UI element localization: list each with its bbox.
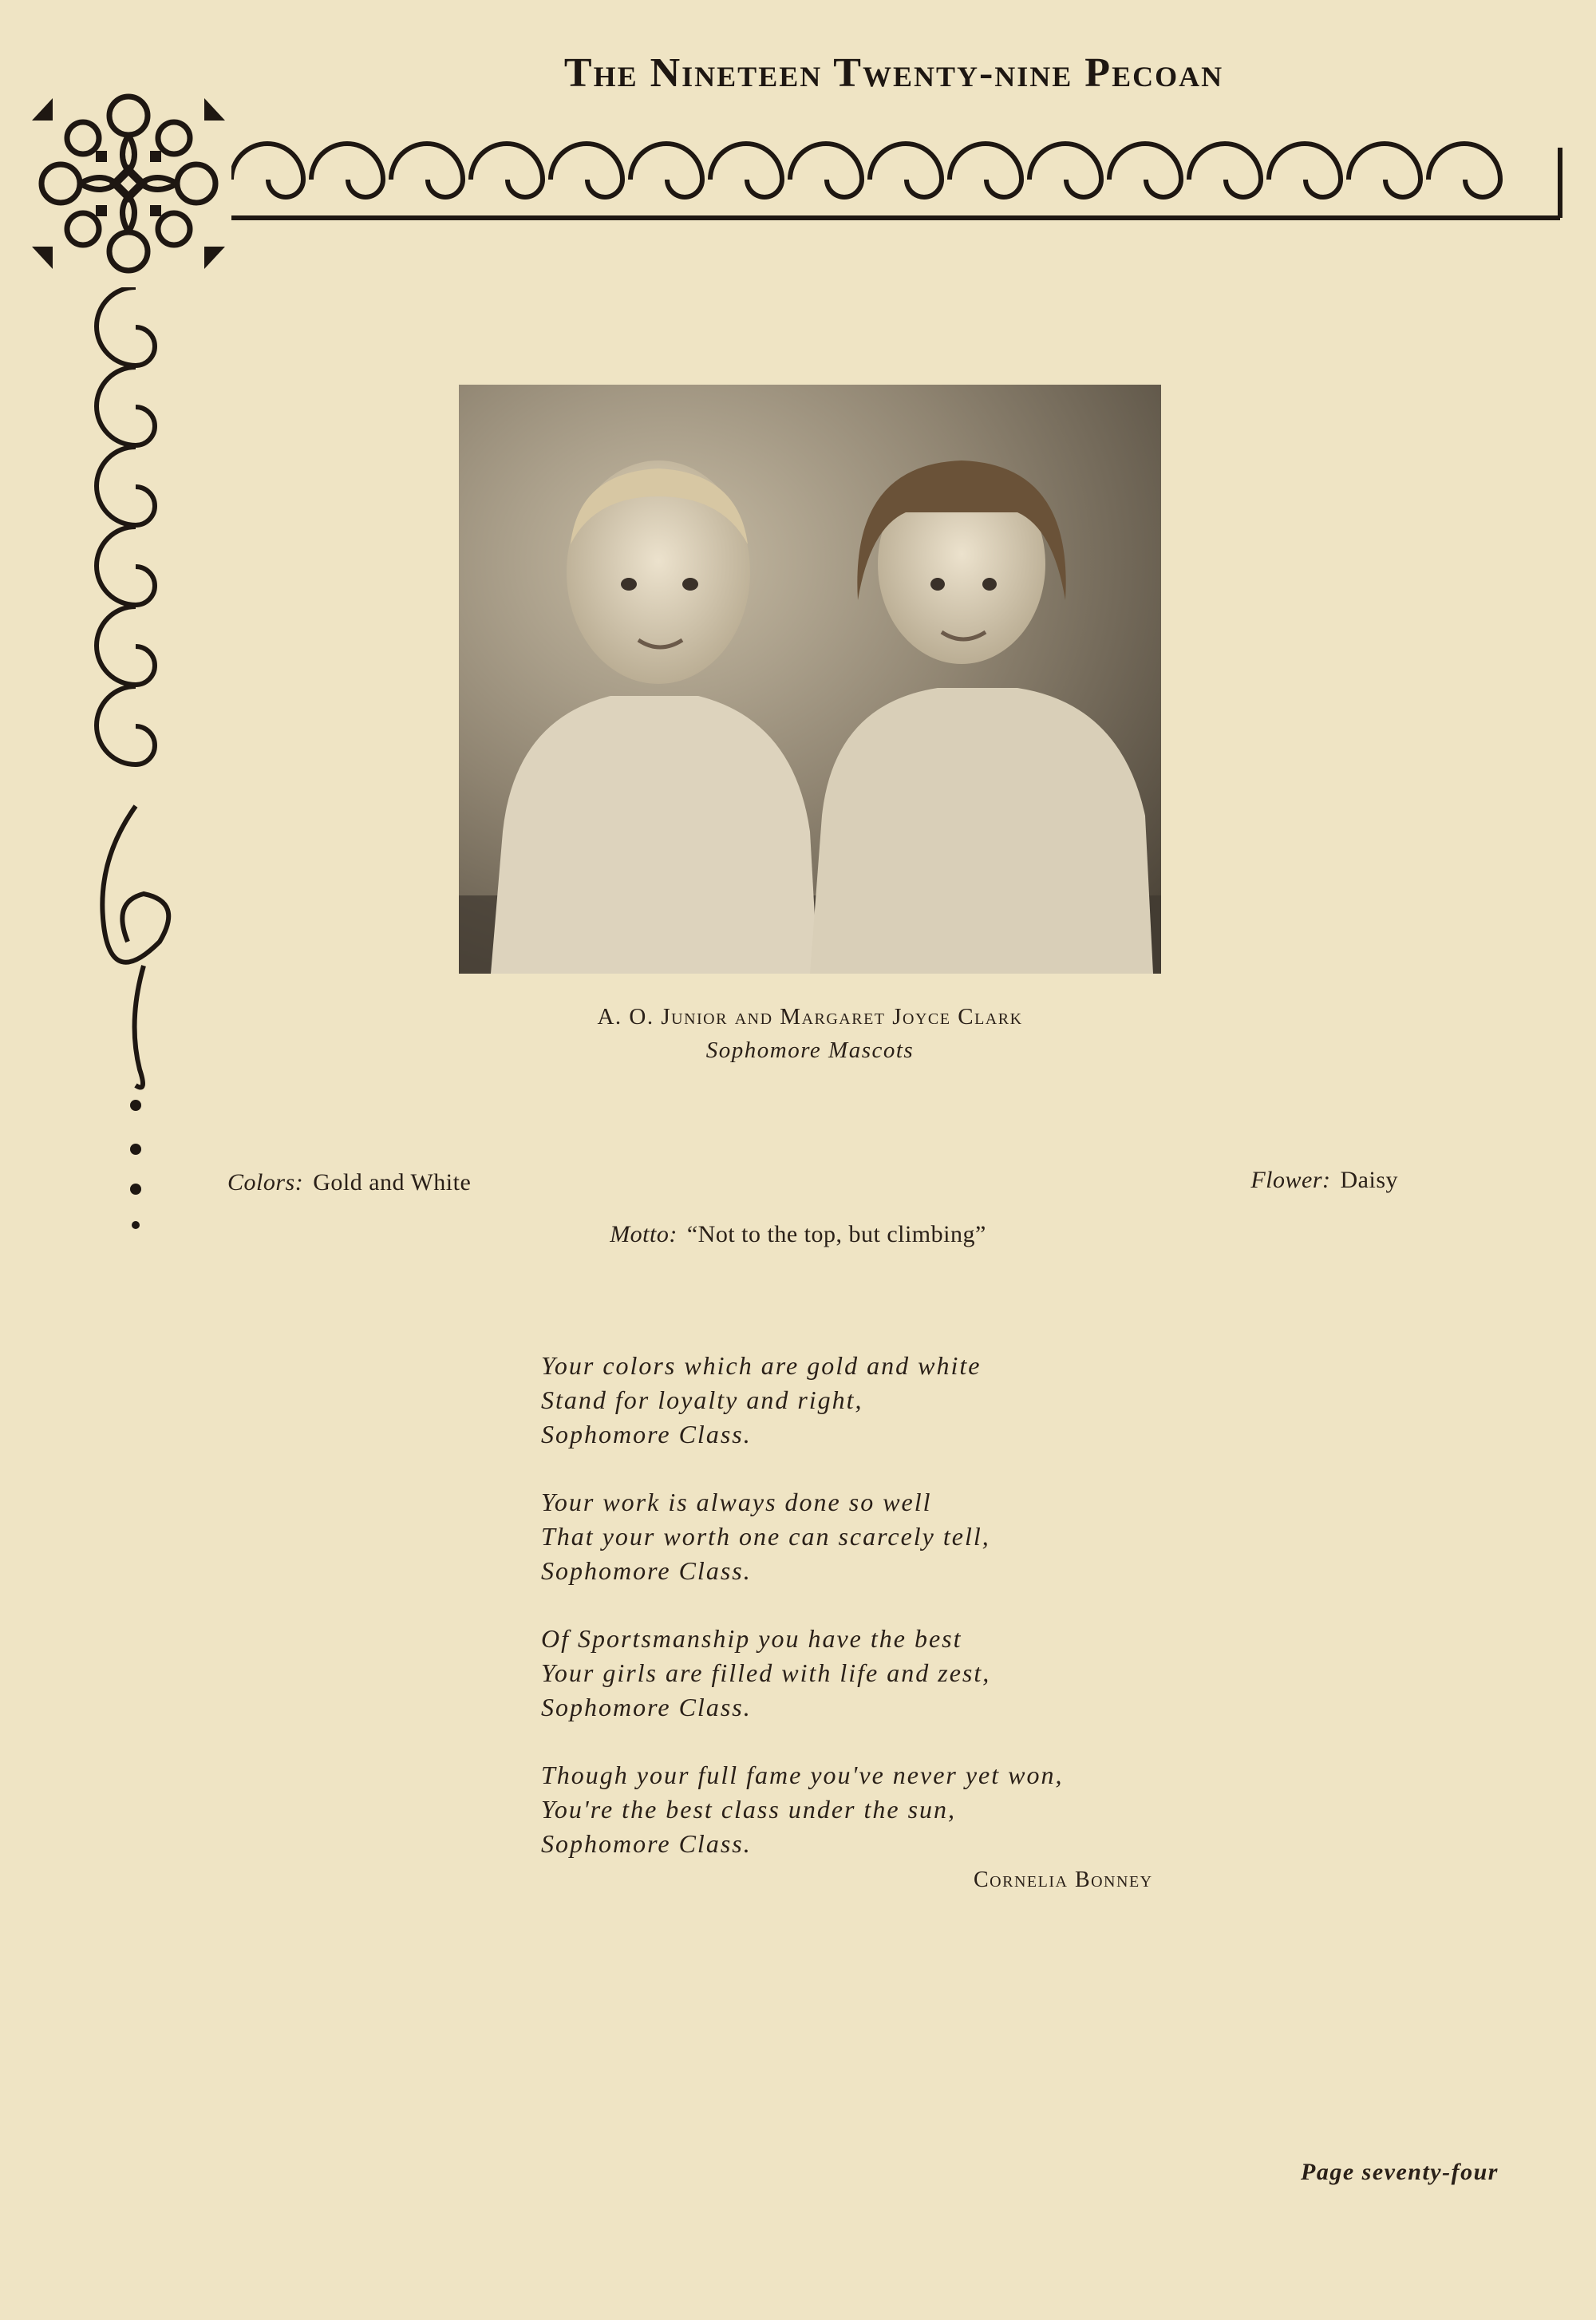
- poem-stanza: [541, 1622, 1259, 1725]
- poem-line: Sophomore Class.: [541, 1829, 752, 1858]
- colors-label: Colors:: [227, 1169, 304, 1196]
- poem-line: Stand for loyalty and right,: [541, 1385, 863, 1414]
- poem-line: Sophomore Class.: [541, 1556, 752, 1585]
- poem: [541, 1349, 1259, 1895]
- poem-line: Of Sportsmanship you have the best: [541, 1624, 962, 1653]
- poem-stanza: [541, 1758, 1259, 1861]
- scroll-border: [231, 132, 1564, 227]
- poem-line: Sophomore Class.: [541, 1420, 752, 1449]
- poem-line: Your girls are filled with life and zest,: [541, 1658, 991, 1687]
- flower-value: Daisy: [1340, 1167, 1398, 1193]
- motto-label: Motto:: [610, 1221, 678, 1247]
- poem-line: Your colors which are gold and white: [541, 1351, 982, 1380]
- poem-stanza: [541, 1349, 1259, 1452]
- ornamental-corner-icon: [29, 84, 228, 283]
- poem-author: Cornelia Bonney: [974, 1867, 1153, 1892]
- page-number: Page seventy-four: [1301, 2159, 1499, 2185]
- class-colors: [227, 1169, 471, 1196]
- colors-value: Gold and White: [313, 1169, 472, 1196]
- poem-line: Sophomore Class.: [541, 1693, 752, 1721]
- flower-label: Flower:: [1250, 1167, 1331, 1193]
- poem-line: That your worth one can scarcely tell,: [541, 1522, 990, 1551]
- photo-subcaption: Sophomore Mascots: [705, 1037, 915, 1063]
- page-title: The Nineteen Twenty-nine Pecoan: [563, 50, 1224, 96]
- poem-line: You're the best class under the sun,: [541, 1795, 957, 1824]
- motto-value: “Not to the top, but climbing”: [686, 1221, 986, 1247]
- class-flower: [1250, 1167, 1398, 1194]
- vertical-scroll-border: [80, 287, 192, 1245]
- class-motto: [0, 1221, 1596, 1248]
- poem-line: Though your full fame you've never yet won,: [541, 1761, 1064, 1789]
- poem-stanza: [541, 1485, 1259, 1588]
- mascots-photo: [459, 385, 1161, 974]
- photo-caption: A. O. Junior and Margaret Joyce Clark: [597, 1004, 1023, 1030]
- poem-line: Your work is always done so well: [541, 1488, 932, 1516]
